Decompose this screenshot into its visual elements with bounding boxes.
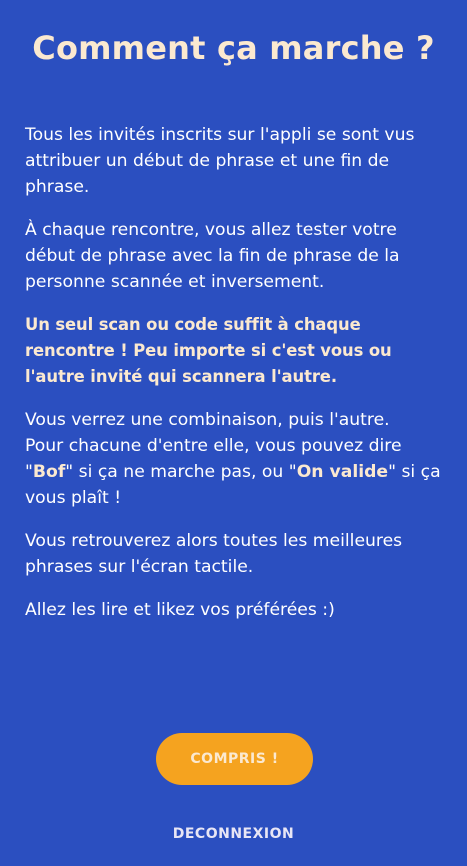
instruction-paragraph-1: Tous les invités inscrits sur l'appli se sont vus attribuer un début de phrase et une fin de phrase.	[25, 125, 415, 197]
instruction-paragraph-2: À chaque rencontre, vous allez tester votre début de phrase avec la fin de phrase de la personne scannée et inversement.	[25, 220, 400, 292]
instruction-paragraph-4	[25, 407, 445, 511]
instruction-vote-text-b: " si ça ne marche pas, ou "	[65, 462, 297, 482]
bof-keyword: Bof	[32, 462, 66, 482]
instruction-paragraph-6: Allez les lire et likez vos préférées :)	[25, 600, 335, 620]
instruction-vote-text-c: " si ça vous plaît !	[25, 462, 441, 508]
on-valide-keyword: On valide	[296, 462, 389, 482]
instruction-vote-text-a: Pour chacune d'entre elle, vous pouvez dire "	[25, 436, 402, 482]
logout-link[interactable]: DECONNEXION	[172, 826, 295, 842]
instruction-paragraph-highlight: Un seul scan ou code suffit à chaque rencontre ! Peu importe si c'est vous ou l'autre invité qui scannera l'autre.	[25, 315, 392, 386]
instruction-paragraph-5: Vous retrouverez alors toutes les meilleures phrases sur l'écran tactile.	[25, 531, 403, 577]
instructions-content	[25, 122, 445, 640]
instruction-combination-text: Vous verrez une combinaison, puis l'autre.	[25, 410, 390, 430]
page-title: Comment ça marche ?	[32, 29, 435, 67]
compris-button[interactable]: COMPRIS !	[156, 733, 313, 785]
